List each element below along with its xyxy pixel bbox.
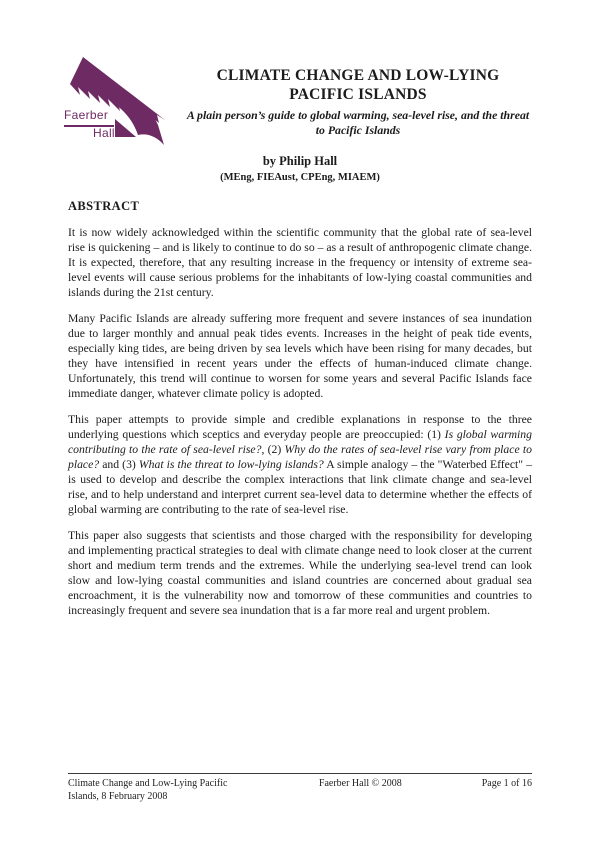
document-header xyxy=(64,0,532,150)
abstract-paragraph: This paper attempts to provide simple and credible explanations in response to the three underlying questions which sceptics and everyday people are preoccupied: (1) Is global warming contributing to the rate of sea-level rise?, (2) Why do the rates of sea-level rise vary from place to place? and (3) What is the threat to low-lying islands? A simple analogy – the "Waterbed Effect" – is used to develop and describe the complex interactions that link climate change and sea-level rise, and to help understand and interpret current sea-level data to determine whether the effects of global warming are contributing to the rate of sea-level rise. xyxy=(68,413,532,516)
abstract-body xyxy=(68,225,532,618)
title-block xyxy=(184,57,532,150)
footer-title-line2: Islands, 8 February 2008 xyxy=(68,790,168,802)
logo-text-faerber: Faerber xyxy=(64,108,109,122)
footer-page-number: Page 1 of 16 xyxy=(481,778,532,789)
page-footer xyxy=(68,773,532,803)
logo-text-hall: Hall xyxy=(93,126,115,140)
footer-document-title xyxy=(68,778,272,803)
horse-triangle-logo-icon xyxy=(68,57,184,150)
byline-block xyxy=(68,154,532,184)
document-subtitle: A plain person’s guide to global warming, sea-level rise, and the threat to Pacific Islands xyxy=(186,108,530,137)
author-credentials: (MEng, FIEAust, CPEng, MIAEM) xyxy=(220,172,380,183)
footer-copyright: Faerber Hall © 2008 xyxy=(318,778,402,789)
abstract-paragraph: Many Pacific Islands are already suffering more frequent and severe instances of sea inundation due to larger monthly and annual peak tides events. Increases in the height of peak tide events, especially king tides, are being driven by sea levels which have been rising for many decades, but they have intensified in recent years under the effects of human-induced climate change. Unfortunately, this trend will continue to worsen for some years and several Pacific Islands face immediate danger, whatever climate policy is adopted. xyxy=(68,312,532,400)
footer-title-line1: Climate Change and Low-Lying Pacific xyxy=(68,778,228,789)
faerber-hall-logo xyxy=(64,57,184,150)
document-title: CLIMATE CHANGE AND LOW-LYING PACIFIC ISLANDS xyxy=(216,67,500,103)
abstract-paragraph: It is now widely acknowledged within the scientific community that the global rate of sea-level rise is quickening – and is likely to continue to do so – as a result of anthropogenic climate change. It is expected, therefore, that any resulting increase in the frequency or intensity of extreme sea-level events will cause serious problems for the inhabitants of low-lying coastal communities and islands during the 21st century. xyxy=(68,226,532,299)
author-byline: by Philip Hall xyxy=(262,154,338,168)
abstract-heading: ABSTRACT xyxy=(68,199,140,213)
abstract-paragraph: This paper also suggests that scientists and those charged with the responsibility for developing and implementing practical strategies to deal with climate change need to look closer at the current short and medium term trends and the extremes. While the underlying sea-level trend can look slow and low-lying coastal communities and island countries are concerned about gradual sea encroachment, it is the vulnerability now and tomorrow of these communities and countries to increasingly frequent and severe sea inundation that is a far more real and urgent problem. xyxy=(68,529,532,617)
